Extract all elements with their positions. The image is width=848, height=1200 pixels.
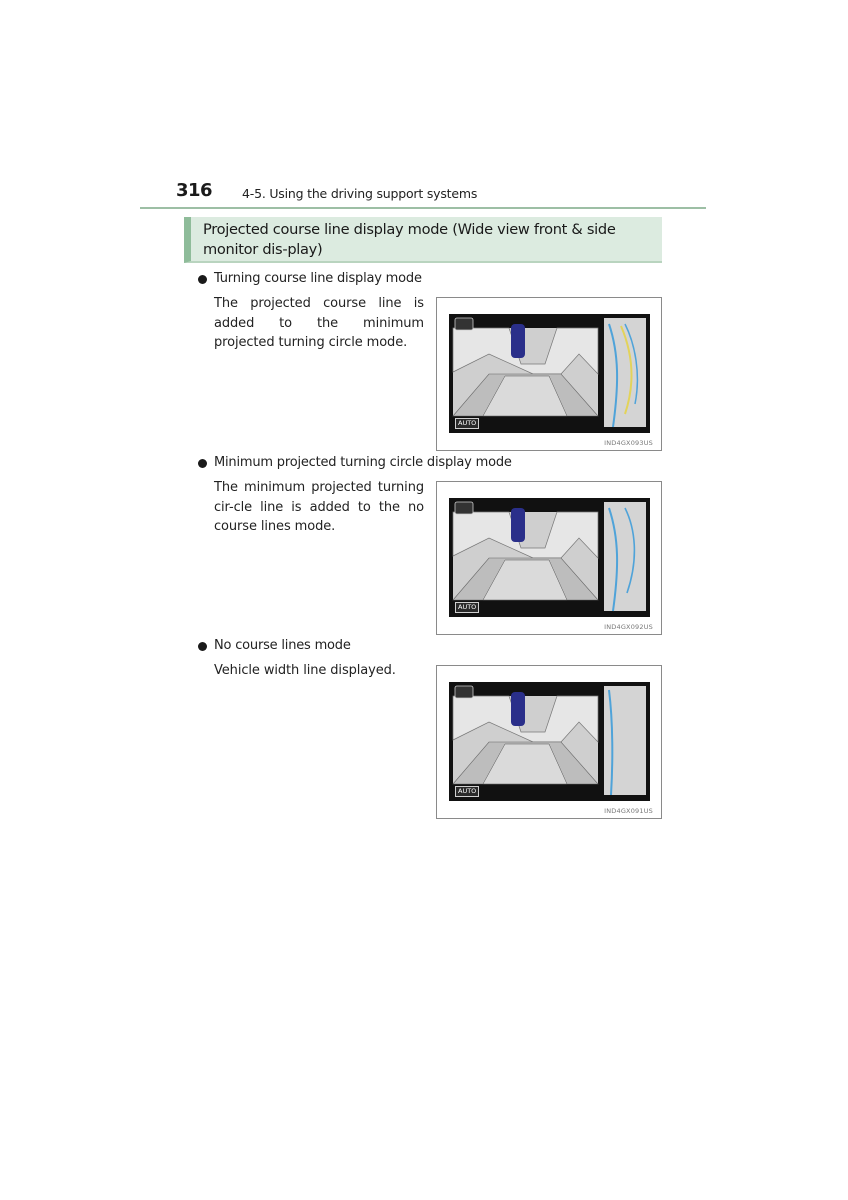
bullet-icon (198, 642, 207, 651)
monitor-figure (436, 665, 662, 819)
list-item-label: Turning course line display mode (214, 271, 422, 286)
figure-code: IND4GX091US (604, 807, 653, 815)
monitor-screen (449, 682, 650, 801)
camera-view-illustration (449, 498, 650, 617)
auto-mode-indicator: AUTO (455, 602, 479, 613)
figure-code: IND4GX092US (604, 623, 653, 631)
list-item-label: Minimum projected turning circle display mode (214, 455, 512, 470)
monitor-figure (436, 297, 662, 451)
subsection-heading-text: Projected course line display mode (Wide view front & side monitor dis-play) (203, 221, 616, 258)
camera-view-illustration (449, 314, 650, 433)
monitor-screen (449, 498, 650, 617)
camera-view-illustration (449, 682, 650, 801)
section-title: 4-5. Using the driving support systems (242, 186, 478, 201)
auto-mode-indicator: AUTO (455, 418, 479, 429)
bullet-icon (198, 459, 207, 468)
list-item-description: Vehicle width line displayed. (214, 663, 396, 678)
monitor-screen (449, 314, 650, 433)
monitor-figure (436, 481, 662, 635)
list-item-description: The projected course line is added to the minimum projected turning circle mode. (214, 296, 424, 350)
header-divider (140, 207, 706, 209)
auto-mode-indicator: AUTO (455, 786, 479, 797)
bullet-icon (198, 275, 207, 284)
list-item-description: The minimum projected turning cir-cle line is added to the no course lines mode. (214, 480, 424, 534)
list-item-label: No course lines mode (214, 638, 351, 653)
subsection-heading (184, 217, 662, 263)
page-number: 316 (176, 180, 213, 201)
figure-code: IND4GX093US (604, 439, 653, 447)
